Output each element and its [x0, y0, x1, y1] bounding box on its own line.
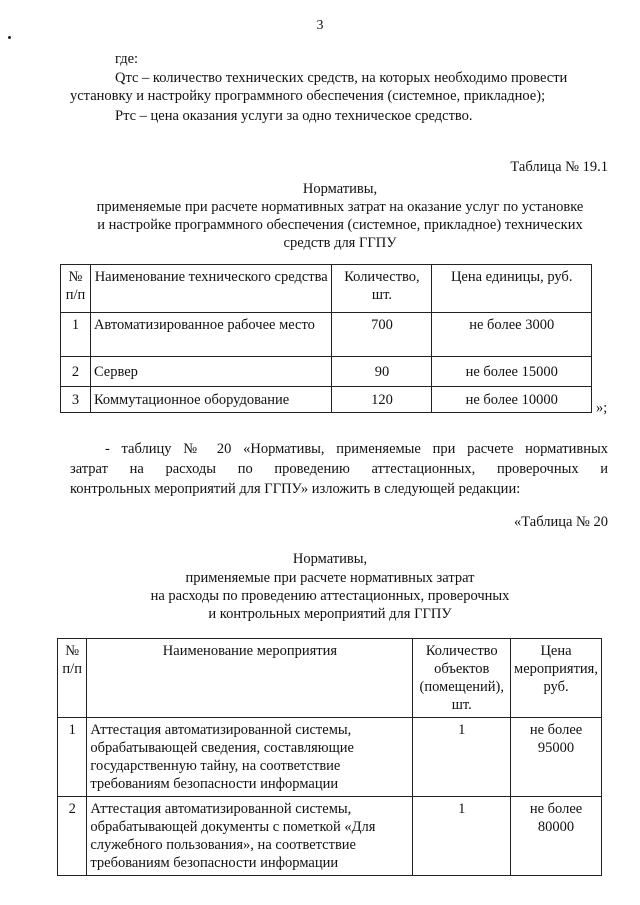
table20-header-num: № п/п [58, 639, 87, 718]
row-name: Сервер [90, 357, 332, 387]
row-num: 1 [58, 718, 87, 797]
table20-title-1: Нормативы, [292, 551, 368, 567]
ptc-definition: Pтс – цена оказания услуги за одно техническое средство. [115, 108, 473, 124]
row-name: Аттестация автоматизированной системы, обрабатывающей документы с пометкой «Для служебного пользования», на соответствие требованиям безопасности информации [87, 797, 413, 876]
row-price: не более 10000 [432, 387, 592, 413]
table19-closing-quote: »; [596, 400, 608, 416]
table19 [60, 264, 592, 413]
table-row [58, 797, 602, 876]
table20 [57, 638, 602, 876]
table20-header-price: Цена мероприятия, руб. [511, 639, 602, 718]
row-price: не более 95000 [511, 718, 602, 797]
row-num: 3 [61, 387, 91, 413]
row-num: 2 [61, 357, 91, 387]
table20-header-row [58, 639, 602, 718]
qtc-definition-line1: Qтс – количество технических средств, на которых необходимо провести [115, 70, 568, 86]
table20-header-name: Наименование мероприятия [87, 639, 413, 718]
row-name: Автоматизированное рабочее место [90, 313, 332, 357]
row-num: 2 [58, 797, 87, 876]
table-row [61, 357, 592, 387]
row-num: 1 [61, 313, 91, 357]
table20-title-3: на расходы по проведению аттестационных, проверочных [150, 588, 510, 604]
row-price: не более 80000 [511, 797, 602, 876]
row-qty: 1 [413, 797, 511, 876]
where-label: где: [115, 51, 139, 67]
row-price: не более 3000 [432, 313, 592, 357]
table19-header-price: Цена единицы, руб. [432, 265, 592, 313]
row-name: Аттестация автоматизированной системы, обрабатывающей сведения, составляющие государственную тайну, на соответствие требованиям безопасности информации [87, 718, 413, 797]
instruction-line3: контрольных мероприятий для ГГПУ» изложить в следующей редакции: [70, 481, 521, 497]
table19-header-name: Наименование технического средства [90, 265, 332, 313]
instruction-line1: - таблицу № 20 «Нормативы, применяемые при расчете нормативных [105, 441, 608, 457]
table20-header-qty: Количество объектов (помещений), шт. [413, 639, 511, 718]
table20-title-2: применяемые при расчете нормативных затрат [185, 570, 475, 586]
table19-title-4: средств для ГГПУ [283, 235, 397, 251]
page-number: 3 [316, 18, 324, 33]
table-row [61, 313, 592, 357]
row-name: Коммутационное оборудование [90, 387, 332, 413]
table19-header-num: № п/п [61, 265, 91, 313]
table19-header-row [61, 265, 592, 313]
qtc-definition-line2: установку и настройку программного обеспечения (системное, прикладное); [70, 88, 546, 104]
table19-title-1: Нормативы, [302, 181, 378, 197]
table20-number-label: «Таблица № 20 [514, 514, 608, 530]
row-qty: 700 [332, 313, 432, 357]
table-row [58, 718, 602, 797]
table19-title-3: и настройке программного обеспечения (системное, прикладное) технических [97, 217, 583, 233]
row-qty: 120 [332, 387, 432, 413]
instruction-line2: затрат на расходы по проведению аттестационных, проверочных и [70, 461, 608, 477]
row-price: не более 15000 [432, 357, 592, 387]
table-row [61, 387, 592, 413]
table19-number-label: Таблица № 19.1 [510, 159, 608, 175]
table19-header-qty: Количество, шт. [332, 265, 432, 313]
margin-dot [8, 36, 11, 39]
row-qty: 1 [413, 718, 511, 797]
table20-title-4: и контрольных мероприятий для ГГПУ [208, 606, 452, 622]
table19-title-2: применяемые при расчете нормативных затрат на оказание услуг по установке [96, 199, 584, 215]
row-qty: 90 [332, 357, 432, 387]
